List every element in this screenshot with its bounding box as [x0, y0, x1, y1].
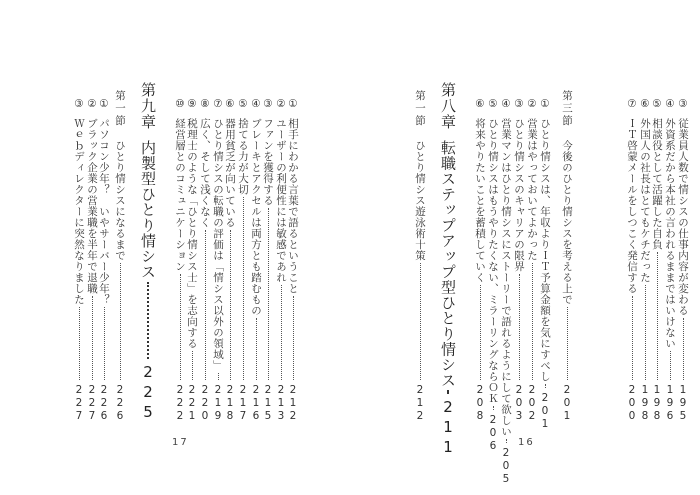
page-number-left: 17 [172, 437, 189, 448]
toc-mark: ⑤ [487, 98, 499, 110]
toc-item [639, 98, 651, 423]
toc-label: 将来やりたいことを蓄積していく [474, 118, 486, 283]
toc-label: 従業員人数で情シスの仕事内容が変わる [677, 118, 689, 316]
toc-mark: ⑦ [626, 98, 638, 110]
toc-dot-leader [645, 285, 646, 380]
toc-mark: 第九章 [139, 82, 157, 130]
toc-mark: ① [539, 98, 551, 110]
toc-chapter [439, 82, 457, 458]
toc-label: ひとり情シスは、年収よりＩＴ予算金額を気にすべし [539, 118, 551, 382]
toc-mark: ① [287, 98, 299, 110]
toc-item [212, 98, 224, 423]
toc-dot-leader [657, 252, 658, 380]
toc-page: 222 [174, 384, 186, 423]
toc-mark: ① [98, 98, 110, 110]
toc-page: 198 [639, 384, 651, 423]
toc-mark: ⑥ [639, 98, 651, 110]
toc-label: ひとり情シス遊泳術十策 [414, 139, 426, 261]
toc-label: ＩＴ啓蒙メールをしつこく発信する [626, 118, 638, 294]
toc-section [561, 90, 573, 423]
toc-item [500, 98, 512, 486]
toc-label: Ｗｅｂディレクターに突然なりました [73, 118, 85, 305]
toc-label: ひとり情シスはもうやりたくない、ミラーリングならＯＫ [487, 118, 499, 404]
toc-mark: ⑧ [199, 98, 211, 110]
toc-item [487, 98, 499, 453]
toc-label: 器用貧乏が向いている [224, 118, 236, 228]
toc-page: 216 [250, 384, 262, 423]
toc-item [73, 98, 85, 423]
toc-page: 201 [561, 384, 573, 423]
toc-mark: ⑦ [212, 98, 224, 110]
toc-label: ブレーキとアクセルは両方とも踏むもの [250, 118, 262, 316]
toc-item [186, 98, 198, 423]
toc-label: 内製型ひとり情シス [139, 140, 157, 280]
toc-mark: ③ [513, 98, 525, 110]
toc-mark: ⑤ [651, 98, 663, 110]
toc-label: 外資系だから本社の言われるままではいけない [664, 118, 676, 349]
toc-page: 217 [237, 384, 249, 423]
toc-item [287, 98, 299, 423]
toc-dot-leader [92, 296, 93, 380]
toc-dot-leader [147, 282, 149, 360]
toc-mark: ⑤ [237, 98, 249, 110]
toc-mark: ⑥ [224, 98, 236, 110]
toc-page: 206 [487, 414, 499, 453]
toc-page: 208 [474, 384, 486, 423]
toc-item [651, 98, 663, 423]
toc-label: 営業マンはひとり情シスにストーリーで語れるようにして欲しい [500, 118, 512, 437]
toc-dot-leader [180, 274, 181, 380]
toc-item [526, 98, 538, 423]
toc-section [114, 90, 126, 423]
toc-page: 205 [500, 447, 512, 486]
toc-mark: ⑨ [186, 98, 198, 110]
toc-mark: ② [86, 98, 98, 110]
toc-page: 195 [677, 384, 689, 423]
toc-label: パソコン少年？ いやサーバー少年？ [98, 118, 110, 305]
toc-mark: ⑩ [174, 98, 186, 110]
toc-dot-leader [480, 285, 481, 380]
toc-dot-leader [79, 307, 80, 380]
toc-dot-leader [545, 384, 546, 388]
toc-page: 218 [224, 384, 236, 423]
page-number-right: 16 [518, 437, 535, 448]
toc-dot-leader [243, 197, 244, 380]
toc-page: 211 [439, 398, 457, 458]
toc-item [224, 98, 236, 423]
toc-label: 経営層とのコミュニケーション [174, 118, 186, 272]
toc-page: 198 [651, 384, 663, 423]
toc-label: 営業はやっておいてよかった [526, 118, 538, 261]
toc-mark: ② [526, 98, 538, 110]
toc-chapter [140, 82, 156, 423]
toc-dot-leader [683, 318, 684, 380]
toc-item [250, 98, 262, 423]
toc-item [275, 98, 287, 423]
toc-dot-leader [493, 406, 494, 410]
toc-page: 202 [526, 384, 538, 423]
toc-page: 226 [98, 384, 110, 423]
toc-mark: ③ [73, 98, 85, 110]
toc-page: 221 [186, 384, 198, 423]
toc-page: 213 [275, 384, 287, 423]
toc-dot-leader [532, 263, 533, 380]
toc-label: ひとり情シスになるまで [114, 139, 126, 261]
toc-page: 200 [626, 384, 638, 423]
toc-label: 相談役として活躍した自負 [651, 118, 663, 250]
toc-page: 226 [114, 384, 126, 423]
toc-page: 225 [139, 363, 157, 423]
toc-label: 転職ステップアップ型ひとり情シス [439, 140, 457, 388]
toc-label: ひとり情シスの転職の評価は「情シス以外の領域」 [212, 118, 224, 371]
toc-item [513, 98, 525, 423]
toc-dot-leader [447, 390, 449, 394]
toc-item [677, 98, 689, 423]
toc-dot-leader [420, 263, 421, 381]
toc-dot-leader [104, 307, 105, 380]
toc-dot-leader [670, 351, 671, 380]
toc-label: 広く、そして浅くなく [199, 118, 211, 228]
toc-mark: 第八章 [439, 82, 457, 130]
toc-dot-leader [120, 263, 121, 381]
toc-page: 227 [86, 384, 98, 423]
toc-mark: ④ [664, 98, 676, 110]
toc-item [539, 98, 551, 431]
toc-label: ファンを獲得する [262, 118, 274, 206]
toc-label: 捨てる力が大切 [237, 118, 249, 195]
toc-dot-leader [230, 230, 231, 380]
toc-mark: 第一節 [114, 90, 126, 128]
toc-page: 212 [287, 384, 299, 423]
toc-dot-leader [293, 296, 294, 380]
toc-dot-leader [281, 285, 282, 380]
toc-dot-leader [567, 307, 568, 381]
toc-item [474, 98, 486, 423]
toc-dot-leader [519, 274, 520, 380]
toc-dot-leader [268, 208, 269, 380]
toc-mark: ② [275, 98, 287, 110]
toc-item [174, 98, 186, 423]
toc-item [98, 98, 110, 423]
toc-page: 215 [262, 384, 274, 423]
toc-dot-leader [192, 351, 193, 380]
toc-mark: ④ [500, 98, 512, 110]
toc-page: 227 [73, 384, 85, 423]
toc-label: ユーザーの利便性には敏感であれ [275, 118, 287, 283]
toc-dot-leader [632, 296, 633, 380]
toc-mark: ⑥ [474, 98, 486, 110]
toc-mark: ③ [262, 98, 274, 110]
toc-item [626, 98, 638, 423]
toc-label: ひとり情シスのキャリアの限界 [513, 118, 525, 272]
toc-page: 220 [199, 384, 211, 423]
toc-dot-leader [218, 373, 219, 380]
toc-label: 相手にわかる言葉で語るということ [287, 118, 299, 294]
toc-section [414, 90, 426, 423]
toc-item [237, 98, 249, 423]
toc-page: 212 [414, 384, 426, 423]
toc-label: 税理士のような「ひとり情シス士」を志向する [186, 118, 198, 349]
toc-label: 外国人の社長はとてもケチだった [639, 118, 651, 283]
toc-mark: 第三節 [561, 90, 573, 128]
toc-dot-leader [506, 439, 507, 443]
toc-item [199, 98, 211, 423]
toc-mark: ④ [250, 98, 262, 110]
toc-item [664, 98, 676, 423]
toc-label: 今後のひとり情シスを考える上で [561, 139, 573, 305]
toc-page: 201 [539, 392, 551, 431]
toc-mark: ③ [677, 98, 689, 110]
toc-dot-leader [205, 230, 206, 380]
toc-dot-leader [256, 318, 257, 380]
toc-label: ブラック企業の営業職を半年で退職 [86, 118, 98, 294]
toc-mark: 第一節 [414, 90, 426, 128]
toc-page: 196 [664, 384, 676, 423]
toc-item [262, 98, 274, 423]
toc-page: 203 [513, 384, 525, 423]
toc-page: 219 [212, 384, 224, 423]
toc-item [86, 98, 98, 423]
